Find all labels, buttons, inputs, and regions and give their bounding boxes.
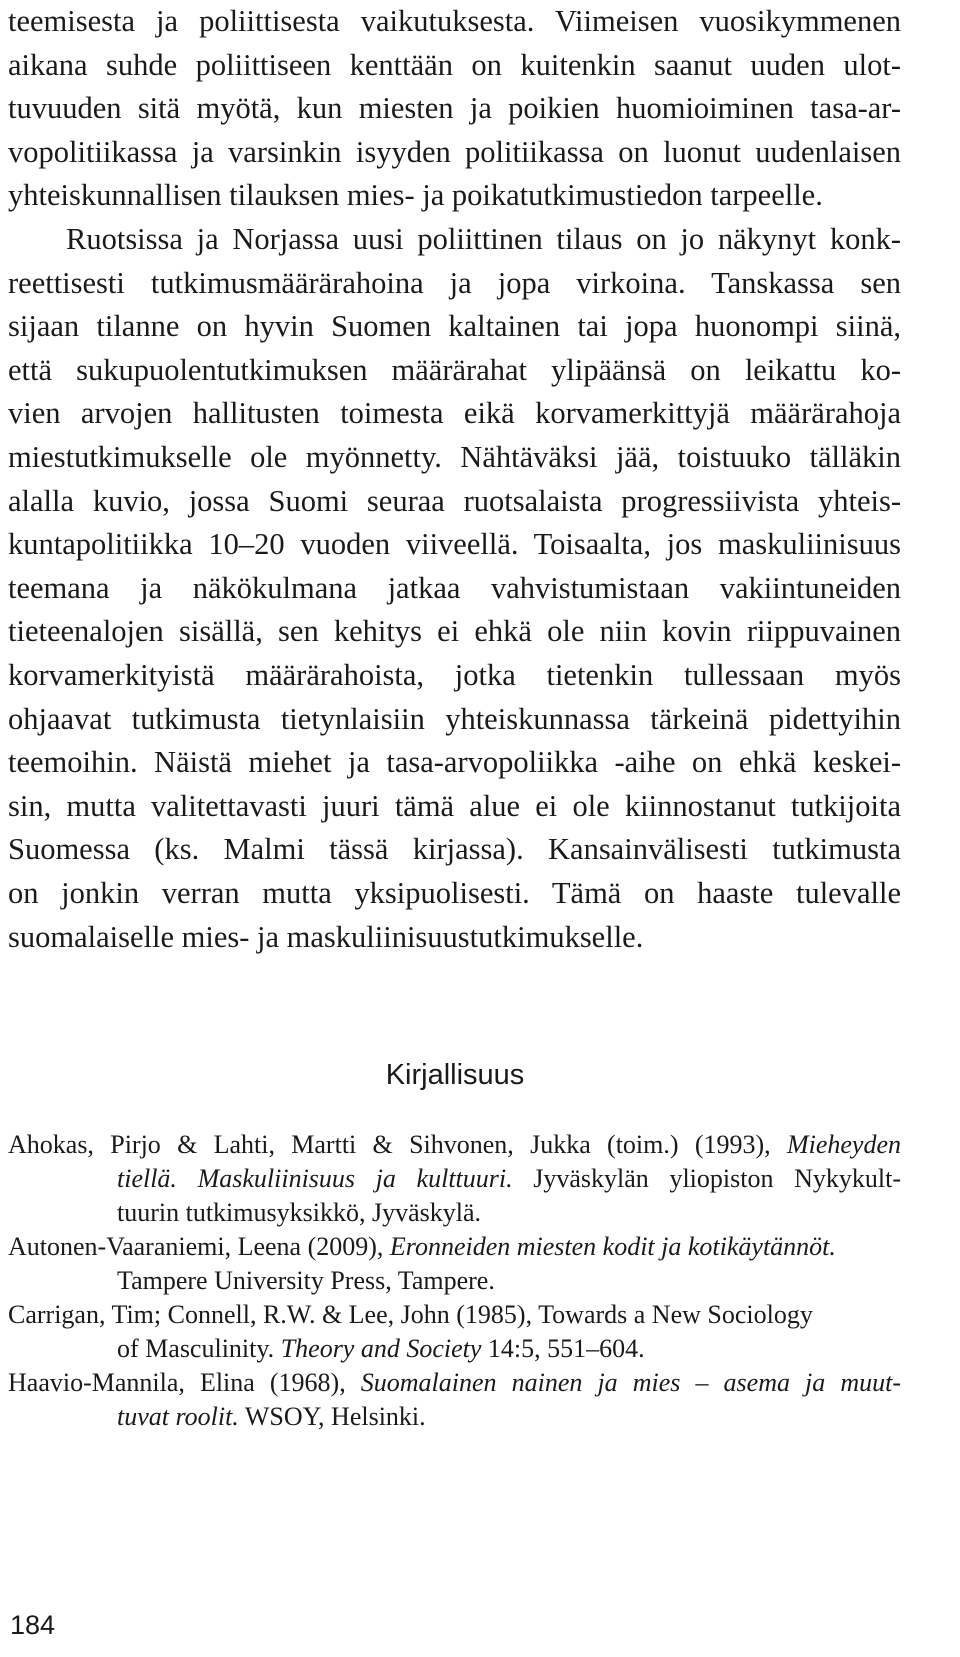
body-line: tieteenalojen sisällä, sen kehitys ei ehkä ole niin kovin riippuvainen xyxy=(8,614,901,649)
reference-line xyxy=(117,1400,901,1434)
body-line: teemana ja näkökulmana jatkaa vahvistumistaan vakiintuneiden xyxy=(8,570,901,605)
body-line: korvamerkityistä määrärahoista, jotka tietenkin tullessaan myös xyxy=(8,658,901,692)
body-line: yhteiskunnallisen tilauksen mies- ja poikatutkimustiedon tarpeelle. xyxy=(8,178,823,213)
body-line: sijaan tilanne on hyvin Suomen kaltainen tai jopa huonompi siinä, xyxy=(8,309,901,344)
reference-line xyxy=(8,1230,901,1264)
reference-line xyxy=(8,1366,901,1400)
reference-title: tuvat roolit. xyxy=(117,1402,239,1431)
body-line: vien arvojen hallitusten toimesta eikä korvamerkittyjä määrärahoja xyxy=(8,396,901,431)
section-heading: Kirjallisuus xyxy=(385,1059,525,1091)
body-line: vopolitiikassa ja varsinkin isyyden politiikassa on luonut uudenlaisen xyxy=(8,134,901,169)
body-line: ohjaavat tutkimusta tietynlaisiin yhteiskunnassa tärkeinä pidettyihin xyxy=(8,701,901,736)
body-line: on jonkin verran mutta yksipuolisesti. Tämä on haaste tulevalle xyxy=(8,876,901,910)
reference-line: tuurin tutkimusyksikkö, Jyväskylä. xyxy=(117,1198,481,1227)
reference-title: tiellä. Maskuliinisuus ja kulttuuri. xyxy=(117,1164,513,1193)
body-line: miestutkimukselle ole myönnetty. Nähtäväksi jää, toistuuko tälläkin xyxy=(8,440,901,474)
reference-line xyxy=(8,1128,901,1162)
reference-line xyxy=(117,1332,901,1366)
body-line: kuntapolitiikka 10–20 vuoden viiveellä. Toisaalta, jos maskuliinisuus xyxy=(8,527,901,562)
body-line: teemoihin. Näistä miehet ja tasa-arvopoliikka -aihe on ehkä keskei- xyxy=(8,745,901,780)
reference-text: Autonen-Vaaraniemi, Leena (2009), xyxy=(8,1232,390,1261)
reference-title: Eronneiden miesten kodit ja kotikäytännöt. xyxy=(389,1232,836,1261)
reference-text: Ahokas, Pirjo & Lahti, Martti & Sihvonen, Jukka (toim.) (1993), xyxy=(8,1130,787,1159)
body-line: tuvuuden sitä myötä, kun miesten ja poikien huomioiminen tasa-ar- xyxy=(8,91,901,126)
reference-line: Carrigan, Tim; Connell, R.W. & Lee, John (1985), Towards a New Sociology xyxy=(8,1300,813,1329)
reference-text: WSOY, Helsinki. xyxy=(238,1402,426,1431)
body-line: alalla kuvio, jossa Suomi seuraa ruotsalaista progressiivista yhteis- xyxy=(8,483,901,518)
reference-text: Jyväskylän yliopiston Nykykult- xyxy=(512,1164,901,1193)
reference-text: of Masculinity. xyxy=(117,1334,281,1363)
body-line: aikana suhde poliittiseen kenttään on kuitenkin saanut uuden ulot- xyxy=(8,47,901,82)
body-line: reettisesti tutkimusmäärärahoina ja jopa virkoina. Tanskassa sen xyxy=(8,265,901,300)
body-line: sin, mutta valitettavasti juuri tämä alue ei ole kiinnostanut tutkijoita xyxy=(8,788,901,823)
reference-line: Tampere University Press, Tampere. xyxy=(117,1266,495,1295)
body-line: Suomessa (ks. Malmi tässä kirjassa). Kansainvälisesti tutkimusta xyxy=(8,832,901,867)
reference-text: 14:5, 551–604. xyxy=(481,1334,645,1363)
body-line: suomalaiselle mies- ja maskuliinisuustutkimukselle. xyxy=(8,919,644,954)
page-number: 184 xyxy=(10,1610,56,1640)
reference-title: Suomalainen nainen ja mies – asema ja muut- xyxy=(360,1368,901,1397)
body-line: että sukupuolentutkimuksen määrärahat ylipäänsä on leikattu ko- xyxy=(8,352,901,387)
reference-title: Mieheyden xyxy=(786,1130,901,1159)
body-line-indented: Ruotsissa ja Norjassa uusi poliittinen tilaus on jo näkynyt konk- xyxy=(66,222,901,256)
reference-title: Theory and Society xyxy=(280,1334,482,1363)
body-line: teemisesta ja poliittisesta vaikutuksesta. Viimeisen vuosikymmenen xyxy=(8,4,901,38)
reference-text: Haavio-Mannila, Elina (1968), xyxy=(8,1368,361,1397)
reference-line xyxy=(117,1162,901,1196)
